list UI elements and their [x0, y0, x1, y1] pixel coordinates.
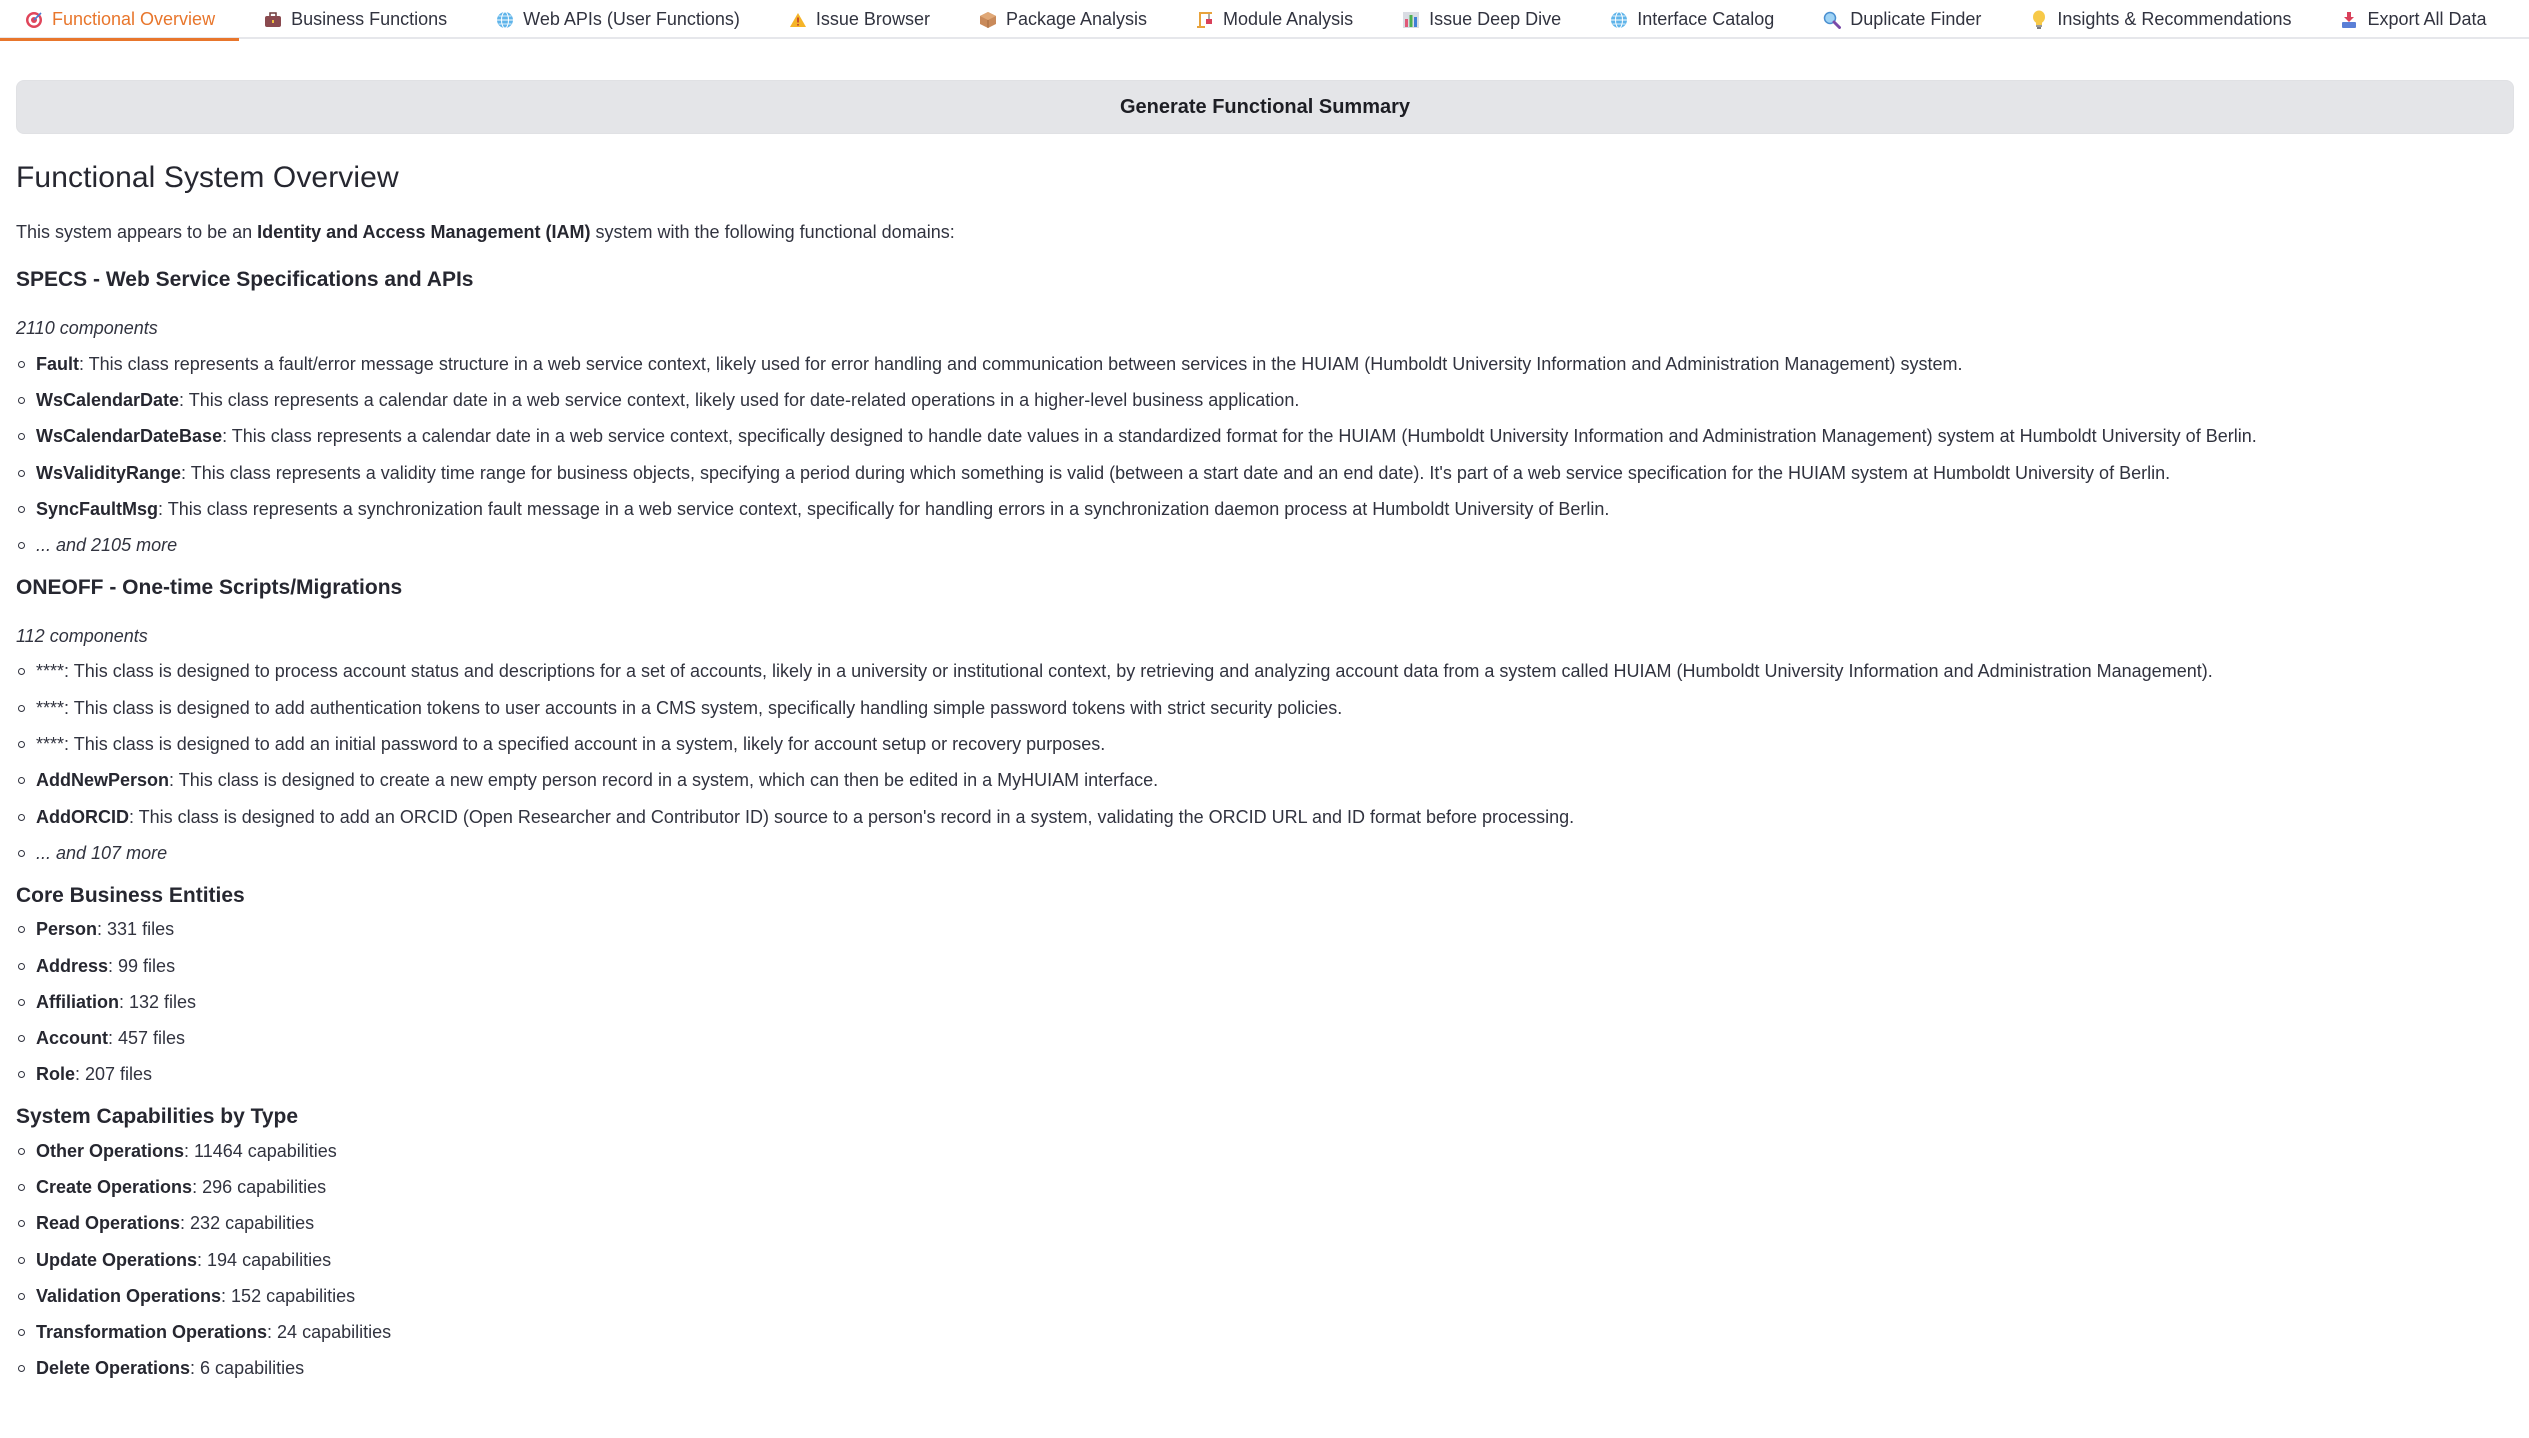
tab-interface-catalog[interactable] [1585, 0, 1798, 39]
list-item-more [16, 527, 2514, 563]
main-content [16, 80, 2514, 1387]
bullet-icon [18, 506, 25, 513]
section-heading: System Capabilities by Type [16, 1105, 299, 1129]
capability-item [16, 1169, 2514, 1205]
tab-label: Web APIs (User Functions) [523, 9, 740, 29]
list-item [16, 455, 2514, 491]
tab-export-all-data[interactable] [2315, 0, 2510, 39]
entity-item [16, 912, 2514, 948]
tab-duplicate-finder[interactable] [1798, 0, 2005, 39]
entity-list [16, 912, 2514, 1093]
list-item [16, 491, 2514, 527]
generate-functional-summary-button[interactable]: Generate Functional Summary [16, 80, 2514, 134]
capability-name: Other Operations [36, 1140, 185, 1161]
capability-list [16, 1133, 2514, 1387]
entity-name: Role [36, 1064, 76, 1085]
tab-label: Functional Overview [52, 9, 216, 29]
system-capabilities [16, 1105, 2514, 1387]
bullet-icon [18, 1257, 25, 1264]
tab-business-functions[interactable] [239, 0, 471, 39]
list-item [16, 799, 2514, 835]
tab-module-analysis[interactable] [1171, 0, 1377, 39]
item-desc: : This class represents a calendar date in a web service context, likely used for date-related operations in a higher-level business application. [179, 389, 1300, 410]
capability-count: : 11464 capabilities [184, 1140, 337, 1161]
bullet-icon [18, 470, 25, 477]
magnifier-icon [1822, 10, 1842, 30]
entity-item [16, 1057, 2514, 1093]
more-count: ... and 107 more [36, 842, 168, 863]
component-list [16, 654, 2514, 872]
item-desc: ****: This class is designed to add an initial password to a specified account in a system, likely for account setup or recovery purposes. [36, 734, 1106, 755]
bar-chart-icon [1401, 10, 1421, 30]
item-desc: : This class represents a synchronization fault message in a web service context, specifically for handling errors in a synchronization daemon process at Humboldt University of Berlin. [158, 498, 1610, 519]
capability-name: Transformation Operations [36, 1322, 268, 1343]
bullet-icon [18, 999, 25, 1006]
capability-name: Create Operations [36, 1176, 193, 1197]
tab-label: Business Functions [291, 9, 448, 29]
warning-icon [788, 10, 808, 30]
capability-item [16, 1351, 2514, 1387]
capability-count: : 6 capabilities [190, 1358, 305, 1379]
entity-count: : 331 files [97, 919, 175, 940]
tab-web-apis[interactable] [471, 0, 764, 39]
component-count: 112 components [16, 625, 148, 646]
capability-item [16, 1315, 2514, 1351]
tab-insights-recommendations[interactable] [2005, 0, 2315, 39]
bullet-icon [18, 814, 25, 821]
item-desc: ****: This class is designed to add authentication tokens to user accounts in a CMS system, specifically handling simple password tokens with strict security policies. [36, 697, 1343, 718]
capability-count: : 152 capabilities [221, 1285, 356, 1306]
tab-label: Issue Deep Dive [1429, 9, 1562, 29]
core-business-entities [16, 884, 2514, 1093]
entity-name: Affiliation [36, 991, 119, 1012]
inbox-tray-icon [2339, 10, 2359, 30]
capability-name: Delete Operations [36, 1358, 191, 1379]
bullet-icon [18, 1329, 25, 1336]
item-desc: : This class represents a validity time range for business objects, specifying a period during which something is valid (between a start date and an end date). It's part of a web service specification for the HUIAM system at Humboldt University of Berlin. [181, 462, 2171, 483]
bullet-icon [18, 1293, 25, 1300]
domain-specs [16, 268, 2514, 564]
item-name: Fault [36, 353, 79, 374]
entity-name: Account [36, 1028, 108, 1049]
bullet-icon [18, 963, 25, 970]
tab-issue-deep-dive[interactable] [1377, 0, 1585, 39]
tab-package-analysis[interactable] [954, 0, 1171, 39]
bullet-icon [18, 1220, 25, 1227]
list-item [16, 690, 2514, 726]
item-name: WsCalendarDateBase [36, 426, 223, 447]
entity-count: : 207 files [75, 1064, 153, 1085]
item-name: AddORCID [36, 806, 129, 827]
entity-count: : 99 files [108, 955, 176, 976]
component-count: 2110 components [16, 318, 158, 338]
entity-name: Address [36, 955, 109, 976]
tab-label: Issue Browser [815, 9, 930, 29]
capability-count: : 296 capabilities [192, 1176, 327, 1197]
tab-label: Interface Catalog [1637, 9, 1775, 29]
bullet-icon [18, 1071, 25, 1078]
capability-item [16, 1278, 2514, 1314]
bullet-icon [18, 668, 25, 675]
tab-functional-overview[interactable] [0, 0, 239, 39]
list-item [16, 382, 2514, 418]
tab-label: Insights & Recommendations [2057, 9, 2292, 29]
lightbulb-icon [2029, 10, 2049, 30]
tab-label: Package Analysis [1005, 9, 1148, 29]
domain-oneoff [16, 576, 2514, 872]
capability-count: : 24 capabilities [267, 1322, 392, 1343]
capability-count: : 232 capabilities [180, 1213, 315, 1234]
list-item [16, 763, 2514, 799]
capability-name: Read Operations [36, 1213, 181, 1234]
entity-item [16, 984, 2514, 1020]
component-list [16, 346, 2514, 564]
domain-heading: SPECS - Web Service Specifications and APIs [16, 268, 474, 291]
crane-icon [1195, 10, 1215, 30]
capability-item [16, 1242, 2514, 1278]
capability-count: : 194 capabilities [197, 1249, 332, 1270]
item-desc: : This class represents a calendar date in a web service context, specifically designed to handle date values in a standardized format for the HUIAM (Humboldt University Information and Administration Management) system at Humboldt University of Berlin. [222, 426, 2257, 447]
list-item [16, 654, 2514, 690]
tab-label: Module Analysis [1223, 9, 1354, 29]
item-desc: : This class is designed to create a new empty person record in a system, which can then be edited in a MyHUIAM interface. [169, 770, 1159, 791]
tab-bar [0, 0, 2529, 39]
bullet-icon [18, 397, 25, 404]
globe-icon [1609, 10, 1629, 30]
bullet-icon [18, 1184, 25, 1191]
entity-count: : 457 files [108, 1028, 186, 1049]
capability-item [16, 1206, 2514, 1242]
bullet-icon [18, 1035, 25, 1042]
item-name: WsValidityRange [36, 462, 182, 483]
bullet-icon [18, 542, 25, 549]
tab-label: Duplicate Finder [1850, 9, 1982, 29]
bullet-icon [18, 850, 25, 857]
intro-suffix: system with the following functional domains: [590, 222, 955, 242]
tab-issue-browser[interactable] [764, 0, 954, 39]
entity-item [16, 1020, 2514, 1056]
item-desc: : This class is designed to add an ORCID (Open Researcher and Contributor ID) source to a person's record in a system, validating the ORCID URL and ID format before processing. [129, 806, 1575, 827]
package-icon [978, 10, 998, 30]
capability-name: Validation Operations [36, 1285, 222, 1306]
capability-name: Update Operations [36, 1249, 198, 1270]
item-desc: ****: This class is designed to process account status and descriptions for a set of accounts, likely in a university or institutional context, by retrieving and analyzing account data from a system called HUIAM (Humboldt University Information and Administration Management). [36, 661, 2213, 682]
section-heading: Core Business Entities [16, 883, 245, 907]
bullet-icon [18, 705, 25, 712]
bullet-icon [18, 926, 25, 933]
capability-item [16, 1133, 2514, 1169]
page-title: Functional System Overview [16, 161, 399, 194]
list-item [16, 346, 2514, 382]
tab-label: Export All Data [2367, 9, 2487, 29]
list-item [16, 726, 2514, 762]
intro-text [16, 222, 2514, 244]
bullet-icon [18, 361, 25, 368]
bullet-icon [18, 777, 25, 784]
bullet-icon [18, 1365, 25, 1372]
list-item-more [16, 835, 2514, 871]
item-name: SyncFaultMsg [36, 498, 159, 519]
bullet-icon [18, 741, 25, 748]
entity-name: Person [36, 919, 98, 940]
item-desc: : This class represents a fault/error message structure in a web service context, likely used for error handling and communication between services in the HUIAM (Humboldt University Information and Administration Management) system. [79, 353, 1963, 374]
domain-heading: ONEOFF - One-time Scripts/Migrations [16, 575, 403, 599]
briefcase-icon [263, 10, 283, 30]
bullet-icon [18, 1148, 25, 1155]
list-item [16, 419, 2514, 455]
entity-item [16, 948, 2514, 984]
bullet-icon [18, 433, 25, 440]
globe-icon [495, 10, 515, 30]
intro-prefix: This system appears to be an [16, 222, 258, 242]
more-count: ... and 2105 more [36, 535, 178, 556]
item-name: AddNewPerson [36, 770, 170, 791]
item-name: WsCalendarDate [36, 389, 180, 410]
entity-count: : 132 files [119, 991, 197, 1012]
target-icon [24, 10, 44, 30]
system-type: Identity and Access Management (IAM) [257, 222, 591, 242]
